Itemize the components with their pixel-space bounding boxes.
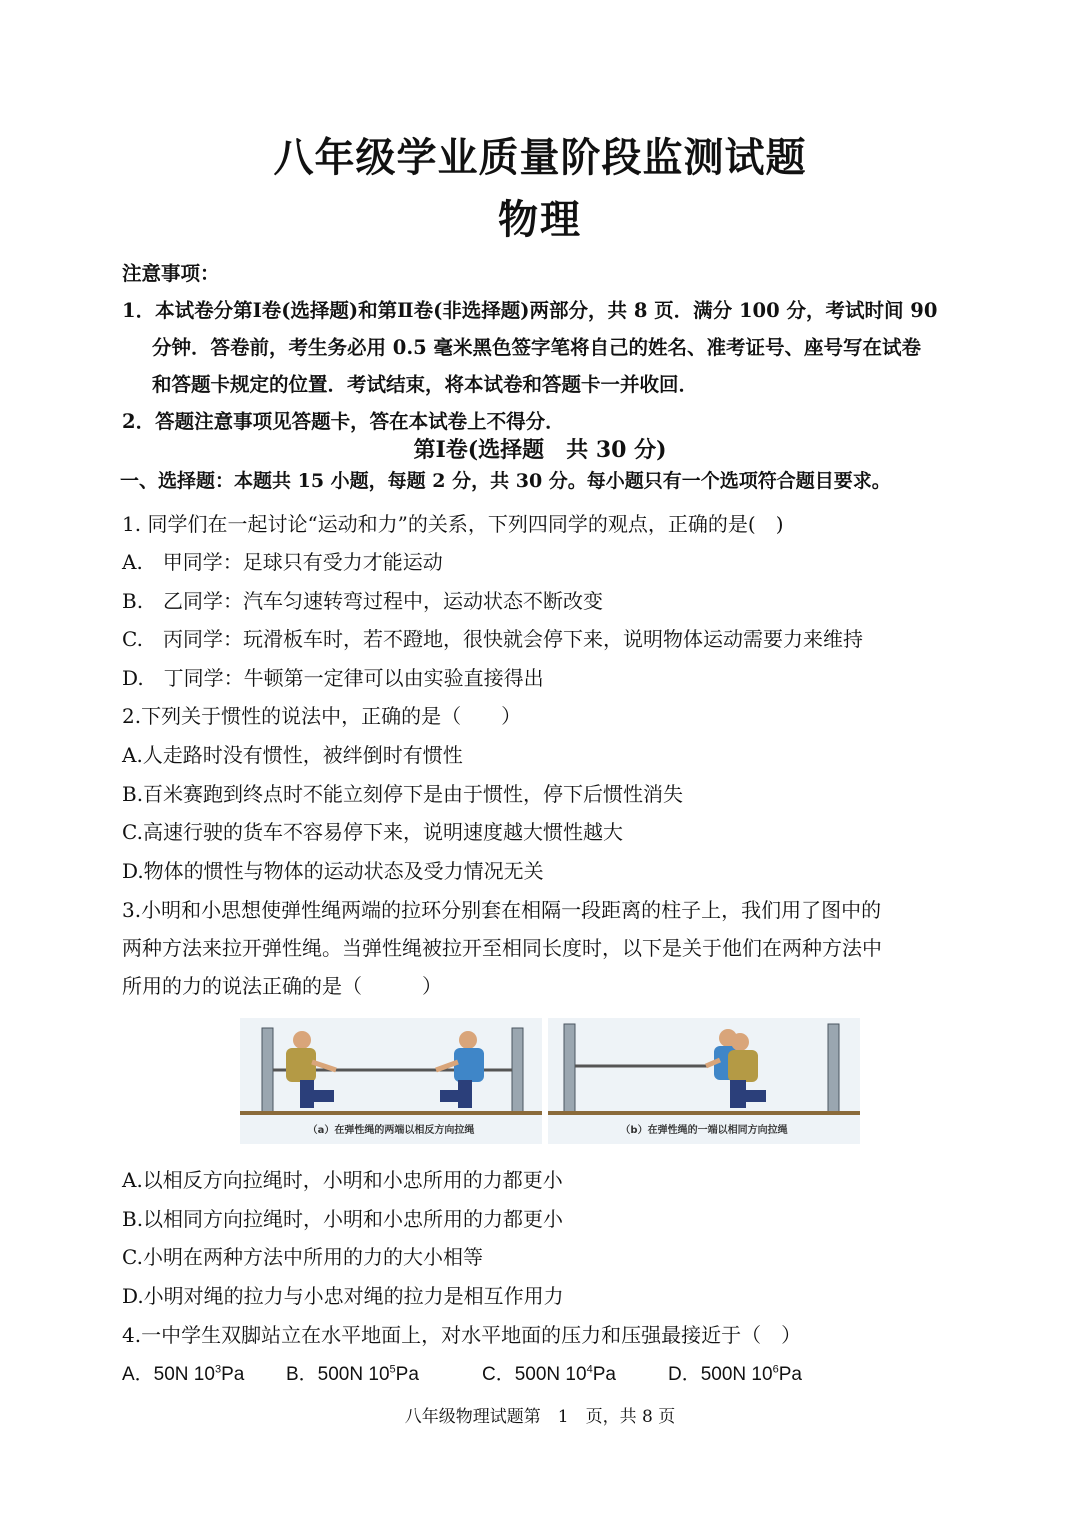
q3-stem-line-3: 所用的力的说法正确的是（ ）	[122, 974, 442, 998]
figure-a-right-pole	[512, 1028, 523, 1112]
note-item-1-line-1: 1．本试卷分第Ⅰ卷(选择题)和第Ⅱ卷(非选择题)两部分，共 8 页．满分 100 分，考试时间 90	[122, 299, 938, 322]
figure-a-caption: （a）在弹性绳的两端以相反方向拉绳	[307, 1125, 475, 1136]
figure-b-right-pole	[828, 1024, 839, 1112]
q4-option-d	[668, 1359, 802, 1386]
q2-option-c: C.高速行驶的货车不容易停下来，说明速度越大惯性越大	[122, 820, 623, 844]
q1-option-b: B. 乙同学：汽车匀速转弯过程中，运动状态不断改变	[122, 589, 604, 613]
q1-option-d: D. 丁同学：牛顿第一定律可以由实验直接得出	[122, 666, 544, 690]
q3-figure	[240, 1018, 860, 1144]
q4-option-b-text: B．500N 10	[286, 1364, 390, 1385]
note-item-1-line-2: 分钟．答卷前，考生务必用 0.5 毫米黑色签字笔将自己的姓名、准考证号、座号写在试卷	[152, 336, 922, 359]
exam-title: 八年级学业质量阶段监测试题	[273, 134, 807, 181]
q4-option-a-unit: Pa	[221, 1364, 245, 1385]
figure-a-ground	[240, 1111, 542, 1115]
figure-b-left-pole	[564, 1024, 575, 1112]
q2-stem: 2.下列关于惯性的说法中，正确的是（ ）	[122, 704, 522, 728]
q4-option-d-exp: 6	[772, 1363, 779, 1376]
note-item-1-line-3: 和答题卡规定的位置．考试结束，将本试卷和答题卡一并收回．	[152, 373, 699, 396]
q4-stem: 4.一中学生双脚站立在水平地面上，对水平地面的压力和压强最接近于（ ）	[122, 1323, 802, 1347]
q1-option-a: A. 甲同学：足球只有受力才能运动	[122, 550, 443, 574]
q2-option-d: D.物体的惯性与物体的运动状态及受力情况无关	[122, 859, 544, 883]
q3-option-c: C.小明在两种方法中所用的力的大小相等	[122, 1245, 483, 1269]
page-footer: 八年级物理试题第 1 页，共 8 页	[404, 1407, 676, 1427]
q2-option-a: A.人走路时没有惯性，被绊倒时有惯性	[122, 743, 463, 767]
q1-option-c: C. 丙同学：玩滑板车时，若不蹬地，很快就会停下来，说明物体运动需要力来维持	[122, 627, 863, 651]
q3-stem-line-1: 3.小明和小思想使弹性绳两端的拉环分别套在相隔一段距离的柱子上，我们用了图中的	[122, 898, 882, 922]
notes-heading: 注意事项：	[122, 262, 220, 285]
q4-option-b	[286, 1359, 419, 1386]
q4-option-b-unit: Pa	[395, 1364, 419, 1385]
q4-option-b-exp: 5	[389, 1363, 396, 1376]
q4-option-d-unit: Pa	[778, 1364, 802, 1385]
section-instruction: 一、选择题：本题共 15 小题，每题 2 分，共 30 分。每小题只有一个选项符合题目要求。	[120, 470, 891, 492]
q4-option-c-exp: 4	[586, 1363, 593, 1376]
q3-option-d: D.小明对绳的拉力与小忠对绳的拉力是相互作用力	[122, 1284, 564, 1308]
q2-option-b: B.百米赛跑到终点时不能立刻停下是由于惯性，停下后惯性消失	[122, 782, 684, 806]
figure-b-ground	[548, 1111, 860, 1115]
figure-a-left-pole	[262, 1028, 273, 1112]
q4-option-c	[482, 1359, 616, 1386]
q3-stem-line-2: 两种方法来拉开弹性绳。当弹性绳被拉开至相同长度时，以下是关于他们在两种方法中	[122, 936, 882, 960]
q4-option-a	[122, 1359, 244, 1386]
q4-option-c-unit: Pa	[592, 1364, 616, 1385]
note-item-2: 2．答题注意事项见答题卡，答在本试卷上不得分．	[122, 410, 565, 433]
subject-title: 物理	[498, 196, 582, 243]
q4-option-a-text: A．50N 10	[122, 1364, 215, 1385]
figure-b-caption: （b）在弹性绳的一端以相同方向拉绳	[620, 1125, 788, 1136]
q3-option-b: B.以相同方向拉绳时，小明和小忠所用的力都更小	[122, 1207, 564, 1231]
q1-stem: 1. 同学们在一起讨论“运动和力”的关系，下列四同学的观点，正确的是( )	[122, 512, 784, 536]
section-title: 第Ⅰ卷(选择题 共 30 分)	[413, 437, 667, 463]
q4-option-d-text: D．500N 10	[668, 1364, 773, 1385]
q4-option-c-text: C．500N 10	[482, 1364, 587, 1385]
q3-option-a: A.以相反方向拉绳时，小明和小忠所用的力都更小	[122, 1168, 563, 1192]
q4-option-a-exp: 3	[214, 1363, 222, 1376]
